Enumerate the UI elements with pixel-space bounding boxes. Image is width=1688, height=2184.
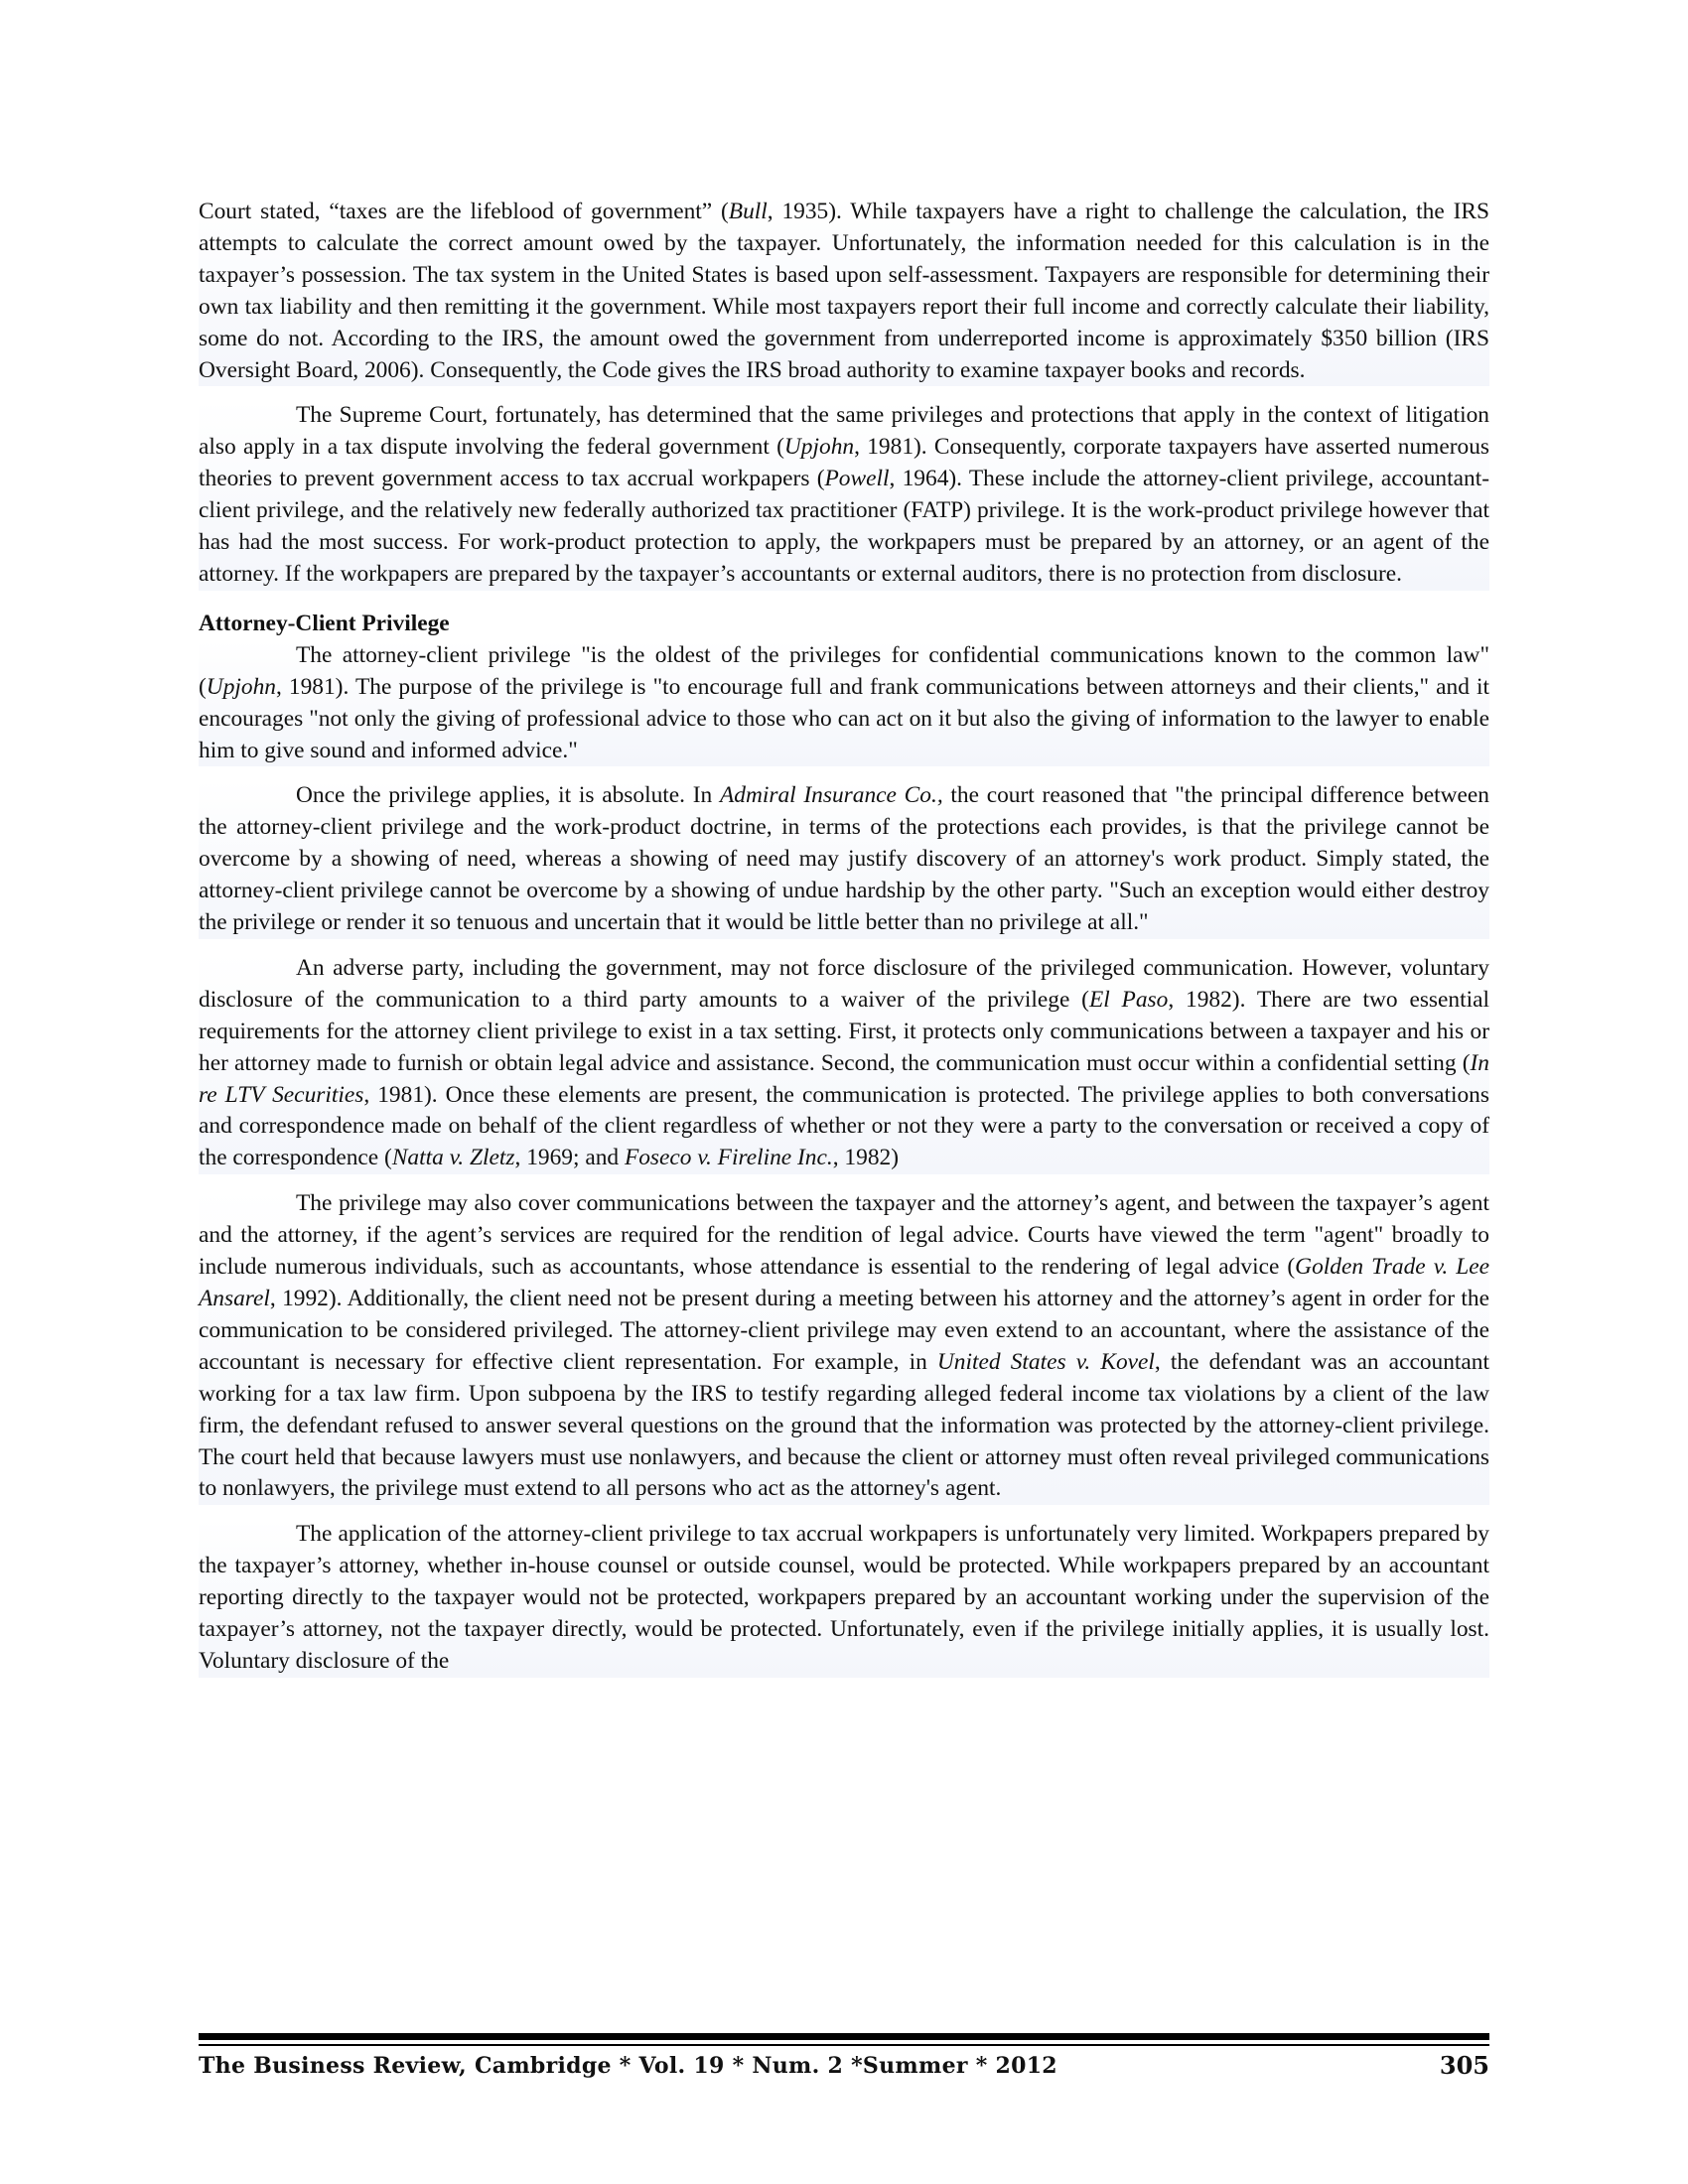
paragraph-text: The privilege may also cover communications between the taxpayer and the attorney’s agent, and between the taxpayer’s agent and the attorney, if the agent’s services are required for the rendition of legal advice. Courts have viewed the term "agent" broadly to include numerous individuals, such as accountants, whose attendance is essential to the rendering of legal advice ( xyxy=(199,1190,1489,1281)
paragraph-text: , 1964). These include the attorney-client privilege, accountant-client privilege, and the relatively new federally authorized tax practitioner (FATP) privilege. It is the work-product privilege however that has had the most success. For work-product protection to apply, the workpapers must be prepared by an attorney, or an agent of the attorney. If the workpapers are prepared by the taxpayer’s accountants or external auditors, there is no protection from disclosure. xyxy=(199,466,1489,587)
case-citation: United States v. Kovel xyxy=(936,1348,1155,1375)
case-citation: Foseco v. Fireline Inc. xyxy=(624,1145,833,1171)
case-citation: Admiral Insurance Co., xyxy=(719,782,943,809)
paragraph xyxy=(199,1519,1489,1678)
paragraph-text: The application of the attorney-client privilege to tax accrual workpapers is unfortunately very limited. Workpapers prepared by the taxpayer’s attorney, whether in-house counsel or outside counsel, would be protected. While workpapers prepared by an accountant reporting directly to the taxpayer would not be protected, workpapers prepared by an accountant working under the supervision of the taxpayer’s attorney, not the taxpayer directly, would be protected. Unfortunately, even if the privilege initially applies, it is usually lost. Voluntary disclosure of the xyxy=(199,1521,1489,1674)
footer-rule-thin xyxy=(199,2044,1489,2046)
section-heading: Attorney-Client Privilege xyxy=(199,610,450,636)
paragraph-text: The Supreme Court, fortunately, has determined that the same privileges and protections that apply in the context of litigation also apply in a tax dispute involving the federal government ( xyxy=(199,402,1489,461)
paragraph-text: , 1981). The purpose of the privilege is "to encourage full and frank communications between attorneys and their clients," and it encourages "not only the giving of professional advice to those who can act on it but also the giving of information to the lawyer to enable him to give sound and informed advice." xyxy=(199,673,1489,763)
page-number: 305 xyxy=(1439,2051,1489,2080)
paragraph-text: , 1981). Consequently, corporate taxpayers have asserted numerous theories to prevent government access to tax accrual workpapers ( xyxy=(199,434,1489,492)
paragraph-text: An adverse party, including the government, may not force disclosure of the privileged communication. However, voluntary disclosure of the communication to a third party amounts to a waiver of the privilege ( xyxy=(199,954,1489,1013)
footer-journal: The Business Review, Cambridge * Vol. 19 * Num. 2 *Summer * 2012 xyxy=(199,2053,1057,2079)
case-citation: Bull xyxy=(728,199,768,224)
paragraph-text: , the defendant was an accountant working for a tax law firm. Upon subpoena by the IRS to testify regarding alleged federal income tax violations by a client of the law firm, the defendant refused to answer several questions on the ground that the information was protected by the attorney-client privilege. The court held that because lawyers must use nonlawyers, and because the client or attorney must often reveal privileged communications to nonlawyers, the privilege must extend to all persons who act as the attorney's agent. xyxy=(199,1348,1489,1502)
case-citation: Upjohn xyxy=(206,673,276,700)
article-body xyxy=(199,197,1489,1692)
paragraph xyxy=(199,197,1489,386)
paragraph-text: , 1981). Once these elements are present, the communication is protected. The privilege applies to both conversations and correspondence made on behalf of the client regardless of whether or not they were a party to the conversation or received a copy of the correspondence ( xyxy=(199,1081,1489,1171)
case-citation: Natta v. Zletz xyxy=(391,1145,515,1171)
case-citation: Golden Trade v. Lee Ansarel xyxy=(199,1254,1489,1311)
footer-rule xyxy=(199,2033,1489,2040)
paragraph xyxy=(199,400,1489,590)
case-citation: In re LTV Securities xyxy=(199,1049,1489,1108)
paragraph xyxy=(199,640,1489,767)
paragraph-text: Court stated, “taxes are the lifeblood of government” ( xyxy=(199,199,729,224)
paragraph-text: , 1982) xyxy=(832,1145,900,1171)
paragraph-text: Once the privilege applies, it is absolute. In xyxy=(296,782,720,809)
paragraph-text: , 1982). There are two essential requirements for the attorney client privilege to exist in a tax setting. First, it protects only communications between a taxpayer and his or her attorney made to furnish or obtain legal advice and assistance. Second, the communication must occur within a confidential setting ( xyxy=(199,986,1489,1076)
paragraph xyxy=(199,780,1489,939)
case-citation: Powell xyxy=(824,466,890,492)
paragraph-text: , 1935). While taxpayers have a right to challenge the calculation, the IRS attempts to calculate the correct amount owed by the taxpayer. Unfortunately, the information needed for this calculation is in the taxpayer’s possession. The tax system in the United States is based upon self-assessment. Taxpayers are responsible for determining their own tax liability and then remitting it the government. While most taxpayers report their full income and correctly calculate their liability, some do not. According to the IRS, the amount owed the government from underreported income is approximately $350 billion (IRS Oversight Board, 2006). Consequently, the Code gives the IRS broad authority to examine taxpayer books and records. xyxy=(199,199,1489,383)
paragraph-text: The attorney-client privilege "is the oldest of the privileges for confidential communications known to the common law" ( xyxy=(199,641,1489,700)
paragraph-text: , 1969; and xyxy=(514,1145,625,1171)
paragraph xyxy=(199,953,1489,1174)
paragraph-text: , 1992). Additionally, the client need not be present during a meeting between his attorney and the attorney’s agent in order for the communication to be considered privileged. The attorney-client privilege may even extend to an accountant, where the assistance of the accountant is necessary for effective client representation. For example, in xyxy=(199,1286,1489,1375)
paragraph-text: the court reasoned that "the principal difference between the attorney-client privilege and the work-product doctrine, in terms of the protections each provides, is that the privilege cannot be overcome by a showing of need, whereas a showing of need may justify discovery of an attorney's work product. Simply stated, the attorney-client privilege cannot be overcome by a showing of undue hardship by the other party. "Such an exception would either destroy the privilege or render it so tenuous and uncertain that it would be little better than no privilege at all." xyxy=(199,782,1489,936)
case-citation: El Paso xyxy=(1088,986,1169,1013)
paragraph xyxy=(199,1188,1489,1505)
case-citation: Upjohn xyxy=(783,434,855,461)
